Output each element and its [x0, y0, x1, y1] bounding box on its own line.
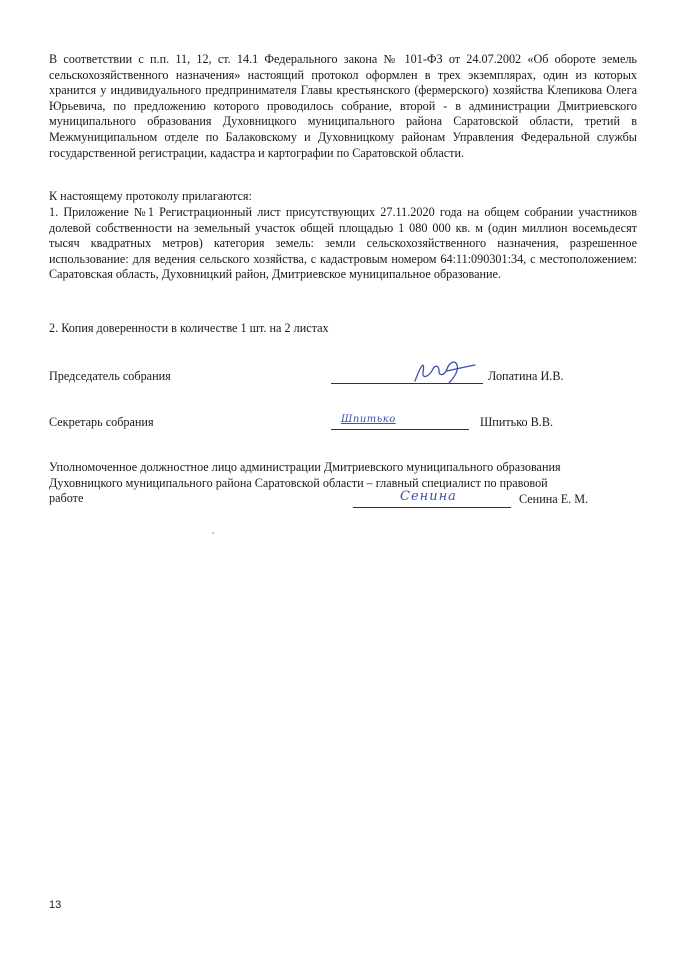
attachment-2-paragraph: 2. Копия доверенности в количестве 1 шт. на 2 листах [49, 321, 329, 335]
page-number: 13 [49, 899, 62, 911]
attachments-heading: К настоящему протоколу прилагаются: [49, 189, 252, 203]
official-handwritten-signature: Сенина [400, 489, 457, 504]
official-name: Сенина Е. М. [519, 492, 589, 506]
official-role-line-1: Уполномоченное должностное лицо администрации Дмитриевского муниципального образования [49, 460, 561, 474]
chairman-signature-row [49, 369, 637, 387]
official-role-line-2: Духовницкого муниципального района Саратовской области – главный специалист по правовой [49, 475, 548, 490]
legal-basis-paragraph: В соответствии с п.п. 11, 12, ст. 14.1 Федерального закона № 101-ФЗ от 24.07.2002 «Об обороте земель сельскохозяйственного назначения» настоящий протокол оформлен в трех экземплярах, один из которых хранится у индивидуального предпринимателя Главы крестьянского (фермерского) хозяйства Клепикова Олега Юрьевича, по предложению которого проводилось собрание, второй - в администрации Дмитриевского муниципального образования Духовницкого муниципального района Саратовской области, третий в Межмуниципальном отделе по Балаковскому и Духовницкому районам Управления Федеральной службы государственной регистрации, кадастра и картографии по Саратовской области. [49, 52, 637, 160]
official-role-line-3: работе [49, 491, 84, 506]
secretary-handwritten-signature: Шпитько [341, 414, 396, 425]
secretary-role-label: Секретарь собрания [49, 415, 154, 429]
chairman-name: Лопатина И.В. [488, 369, 564, 383]
attachment-1-paragraph: 1. Приложение №1 Регистрационный лист присутствующих 27.11.2020 года на общем собрании участников долевой собственности на земельный участок общей площадью 1 080 000 кв. м (один миллион восемьдесят тысяч квадратных метров) категория земель: земли сельскохозяйственного назначения, разрешенное использование: для ведения сельского хозяйства, с кадастровым номером 64:11:090301:34, с местоположением: Саратовская область, Духовницкий район, Дмитриевское муниципальное образование. [49, 205, 637, 282]
chairman-role-label: Председатель собрания [49, 369, 171, 383]
chairman-handwritten-signature [409, 355, 479, 387]
secretary-signature-row [49, 415, 637, 433]
secretary-name: Шпитько В.В. [480, 415, 554, 429]
paper-speck [212, 532, 214, 534]
